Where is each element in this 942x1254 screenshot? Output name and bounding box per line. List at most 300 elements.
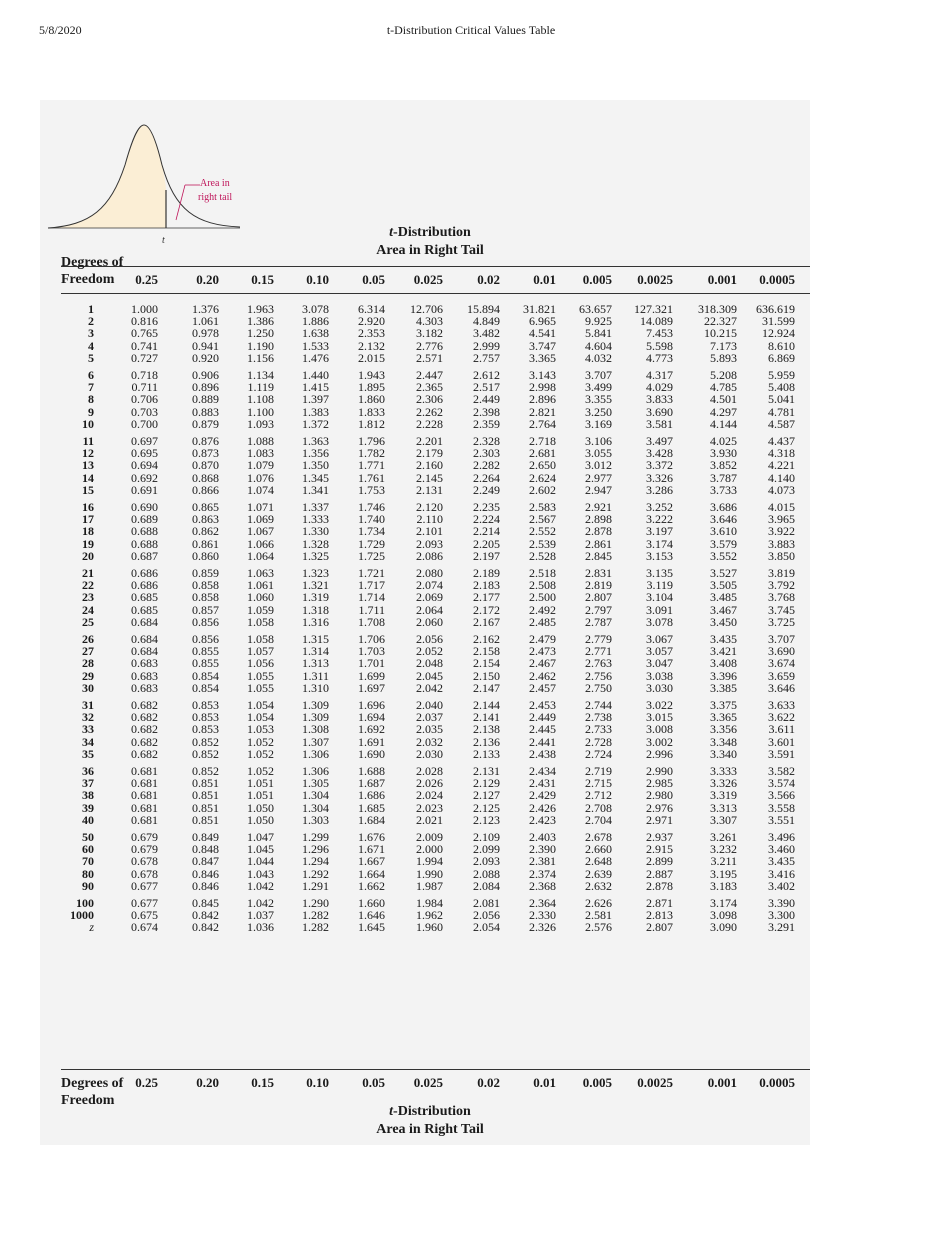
value-cell: 3.566 bbox=[768, 788, 795, 803]
value-cell: 1.292 bbox=[302, 866, 329, 881]
value-cell: 2.177 bbox=[473, 590, 500, 605]
value-cell: 0.852 bbox=[192, 734, 219, 749]
value-cell: 2.101 bbox=[416, 524, 443, 539]
value-cell: 2.787 bbox=[585, 614, 612, 629]
value-cell: 1.796 bbox=[358, 434, 385, 448]
value-cell: 2.303 bbox=[473, 446, 500, 461]
value-cell: 0.718 bbox=[131, 368, 158, 382]
value-cell: 3.485 bbox=[710, 590, 737, 605]
value-cell: 0.682 bbox=[131, 710, 158, 725]
value-cell: 1.341 bbox=[302, 482, 329, 497]
value-cell: 1.667 bbox=[358, 854, 385, 869]
value-cell: 1.323 bbox=[302, 566, 329, 580]
value-cell: 0.687 bbox=[131, 548, 158, 563]
value-cell: 2.081 bbox=[473, 896, 500, 910]
value-cell: 1.052 bbox=[247, 734, 274, 749]
value-cell: 1.984 bbox=[416, 896, 443, 910]
value-cell: 2.719 bbox=[585, 764, 612, 778]
value-cell: 0.851 bbox=[192, 800, 219, 815]
value-cell: 0.679 bbox=[131, 830, 158, 844]
value-cell: 0.681 bbox=[131, 812, 158, 827]
value-cell: 3.686 bbox=[710, 500, 737, 514]
value-cell: 1.963 bbox=[247, 302, 274, 316]
table-row bbox=[0, 470, 795, 485]
value-cell: 3.232 bbox=[710, 842, 737, 857]
value-cell: 4.604 bbox=[585, 338, 612, 353]
value-cell: 2.048 bbox=[416, 656, 443, 671]
value-cell: 3.922 bbox=[768, 524, 795, 539]
value-cell: 1.684 bbox=[358, 812, 385, 827]
value-cell: 2.136 bbox=[473, 734, 500, 749]
value-cell: 1.076 bbox=[247, 470, 274, 485]
column-header-bottom: 0.10 bbox=[306, 1075, 329, 1090]
value-cell: 0.857 bbox=[192, 602, 219, 617]
value-cell: 4.025 bbox=[710, 434, 737, 448]
table-row bbox=[0, 482, 795, 497]
value-cell: 1.050 bbox=[247, 800, 274, 815]
value-cell: 4.297 bbox=[710, 404, 737, 419]
value-cell: 2.306 bbox=[416, 392, 443, 407]
value-cell: 0.677 bbox=[131, 896, 158, 910]
column-header-bottom: 0.25 bbox=[135, 1075, 158, 1090]
value-cell: 2.056 bbox=[473, 908, 500, 923]
value-cell: 0.727 bbox=[131, 350, 158, 365]
t-axis-label: t bbox=[162, 235, 165, 246]
value-cell: 1.309 bbox=[302, 698, 329, 712]
column-header-top: 0.025 bbox=[413, 272, 443, 287]
value-cell: 4.437 bbox=[768, 434, 795, 448]
dof-label-line2-bottom: Freedom bbox=[61, 1093, 115, 1108]
value-cell: 1.063 bbox=[247, 566, 274, 580]
value-cell: 0.858 bbox=[192, 578, 219, 593]
value-cell: 2.080 bbox=[416, 566, 443, 580]
header-rule-bottom bbox=[61, 293, 810, 294]
table-row bbox=[0, 854, 795, 869]
value-cell: 1.687 bbox=[358, 776, 385, 791]
table-row bbox=[0, 434, 795, 448]
value-cell: 2.042 bbox=[416, 680, 443, 695]
value-cell: 0.883 bbox=[192, 404, 219, 419]
value-cell: 1.314 bbox=[302, 644, 329, 659]
value-cell: 1.134 bbox=[247, 368, 274, 382]
value-cell: 2.819 bbox=[585, 578, 612, 593]
value-cell: 1.061 bbox=[192, 314, 219, 329]
table-row bbox=[0, 812, 795, 827]
value-cell: 0.681 bbox=[131, 764, 158, 778]
value-cell: 2.990 bbox=[646, 764, 673, 778]
value-cell: 1.330 bbox=[302, 524, 329, 539]
table-row bbox=[0, 404, 795, 419]
value-cell: 1.318 bbox=[302, 602, 329, 617]
value-cell: 0.851 bbox=[192, 776, 219, 791]
value-cell: 1.305 bbox=[302, 776, 329, 791]
value-cell: 2.813 bbox=[646, 908, 673, 923]
value-cell: 0.691 bbox=[131, 482, 158, 497]
value-cell: 3.153 bbox=[646, 548, 673, 563]
value-cell: 0.889 bbox=[192, 392, 219, 407]
value-cell: 1.306 bbox=[302, 746, 329, 761]
dof-cell: 13 bbox=[82, 458, 94, 473]
value-cell: 0.684 bbox=[131, 614, 158, 629]
value-cell: 5.893 bbox=[710, 350, 737, 365]
table-title-top bbox=[300, 224, 560, 260]
value-cell: 2.009 bbox=[416, 830, 443, 844]
value-cell: 3.792 bbox=[768, 578, 795, 593]
value-cell: 1.701 bbox=[358, 656, 385, 671]
value-cell: 2.056 bbox=[416, 632, 443, 646]
value-cell: 2.150 bbox=[473, 668, 500, 683]
value-cell: 12.924 bbox=[762, 326, 795, 341]
value-cell: 3.091 bbox=[646, 602, 673, 617]
table-row bbox=[0, 578, 795, 593]
value-cell: 3.222 bbox=[646, 512, 673, 527]
value-cell: 3.690 bbox=[768, 644, 795, 659]
value-cell: 3.402 bbox=[768, 878, 795, 893]
value-cell: 2.249 bbox=[473, 482, 500, 497]
value-cell: 0.692 bbox=[131, 470, 158, 485]
dof-cell: 37 bbox=[82, 776, 94, 791]
value-cell: 3.319 bbox=[710, 788, 737, 803]
value-cell: 1.100 bbox=[247, 404, 274, 419]
value-cell: 1.058 bbox=[247, 614, 274, 629]
value-cell: 2.403 bbox=[529, 830, 556, 844]
value-cell: 1.083 bbox=[247, 446, 274, 461]
value-cell: 2.214 bbox=[473, 524, 500, 539]
value-cell: 1.069 bbox=[247, 512, 274, 527]
value-cell: 0.685 bbox=[131, 602, 158, 617]
value-cell: 1.294 bbox=[302, 854, 329, 869]
value-cell: 0.816 bbox=[131, 314, 158, 329]
value-cell: 3.174 bbox=[646, 536, 673, 551]
column-header-bottom: 0.025 bbox=[413, 1075, 443, 1090]
value-cell: 3.819 bbox=[768, 566, 795, 580]
table-row bbox=[0, 590, 795, 605]
value-cell: 636.619 bbox=[756, 302, 795, 316]
table-row bbox=[0, 314, 795, 329]
value-cell: 1.699 bbox=[358, 668, 385, 683]
value-cell: 3.428 bbox=[646, 446, 673, 461]
value-cell: 2.453 bbox=[529, 698, 556, 712]
value-cell: 1.309 bbox=[302, 710, 329, 725]
value-cell: 3.356 bbox=[710, 722, 737, 737]
value-cell: 3.850 bbox=[768, 548, 795, 563]
value-cell: 2.434 bbox=[529, 764, 556, 778]
value-cell: 2.109 bbox=[473, 830, 500, 844]
value-cell: 2.871 bbox=[646, 896, 673, 910]
value-cell: 2.807 bbox=[585, 590, 612, 605]
value-cell: 0.854 bbox=[192, 668, 219, 683]
value-cell: 3.355 bbox=[585, 392, 612, 407]
value-cell: 2.878 bbox=[585, 524, 612, 539]
value-cell: 2.738 bbox=[585, 710, 612, 725]
value-cell: 2.120 bbox=[416, 500, 443, 514]
value-cell: 3.098 bbox=[710, 908, 737, 923]
value-cell: 1.328 bbox=[302, 536, 329, 551]
value-cell: 2.162 bbox=[473, 632, 500, 646]
value-cell: 2.023 bbox=[416, 800, 443, 815]
dof-cell: 90 bbox=[82, 878, 94, 893]
value-cell: 1.812 bbox=[358, 416, 385, 431]
dof-cell: 35 bbox=[82, 746, 94, 761]
value-cell: 1.397 bbox=[302, 392, 329, 407]
value-cell: 2.381 bbox=[529, 854, 556, 869]
value-cell: 31.821 bbox=[523, 302, 556, 316]
value-cell: 2.084 bbox=[473, 878, 500, 893]
table-row bbox=[0, 614, 795, 629]
value-cell: 2.131 bbox=[416, 482, 443, 497]
value-cell: 1.055 bbox=[247, 668, 274, 683]
dof-cell: 12 bbox=[82, 446, 94, 461]
value-cell: 2.947 bbox=[585, 482, 612, 497]
value-cell: 2.624 bbox=[529, 470, 556, 485]
value-cell: 2.093 bbox=[416, 536, 443, 551]
value-cell: 3.326 bbox=[710, 776, 737, 791]
value-cell: 1.782 bbox=[358, 446, 385, 461]
value-cell: 3.197 bbox=[646, 524, 673, 539]
value-cell: 6.314 bbox=[358, 302, 385, 316]
value-cell: 2.201 bbox=[416, 434, 443, 448]
value-cell: 2.457 bbox=[529, 680, 556, 695]
value-cell: 2.154 bbox=[473, 656, 500, 671]
value-cell: 3.690 bbox=[646, 404, 673, 419]
value-cell: 7.173 bbox=[710, 338, 737, 353]
value-cell: 1.694 bbox=[358, 710, 385, 725]
value-cell: 2.262 bbox=[416, 404, 443, 419]
column-header-top: 0.10 bbox=[306, 272, 329, 287]
value-cell: 2.479 bbox=[529, 632, 556, 646]
table-row bbox=[0, 512, 795, 527]
value-cell: 2.571 bbox=[416, 350, 443, 365]
dof-cell: 10 bbox=[82, 416, 94, 431]
value-cell: 4.849 bbox=[473, 314, 500, 329]
dof-label-line1-bottom: Degrees of bbox=[61, 1076, 124, 1091]
value-cell: 3.015 bbox=[646, 710, 673, 725]
value-cell: 1.036 bbox=[247, 920, 274, 935]
value-cell: 3.591 bbox=[768, 746, 795, 761]
value-cell: 3.582 bbox=[768, 764, 795, 778]
value-cell: 3.497 bbox=[646, 434, 673, 448]
value-cell: 4.317 bbox=[646, 368, 673, 382]
value-cell: 0.675 bbox=[131, 908, 158, 923]
value-cell: 0.853 bbox=[192, 722, 219, 737]
value-cell: 14.089 bbox=[640, 314, 673, 329]
value-cell: 2.160 bbox=[416, 458, 443, 473]
value-cell: 3.581 bbox=[646, 416, 673, 431]
value-cell: 2.971 bbox=[646, 812, 673, 827]
value-cell: 4.221 bbox=[768, 458, 795, 473]
value-cell: 0.688 bbox=[131, 524, 158, 539]
value-cell: 1.304 bbox=[302, 788, 329, 803]
value-cell: 1.960 bbox=[416, 920, 443, 935]
table-row bbox=[0, 866, 795, 881]
dof-cell: 9 bbox=[88, 404, 94, 419]
value-cell: 2.708 bbox=[585, 800, 612, 815]
value-cell: 2.205 bbox=[473, 536, 500, 551]
value-cell: 2.093 bbox=[473, 854, 500, 869]
value-cell: 1.685 bbox=[358, 800, 385, 815]
value-cell: 2.650 bbox=[529, 458, 556, 473]
value-cell: 0.679 bbox=[131, 842, 158, 857]
value-cell: 1.721 bbox=[358, 566, 385, 580]
value-cell: 3.385 bbox=[710, 680, 737, 695]
value-cell: 1.042 bbox=[247, 878, 274, 893]
value-cell: 2.390 bbox=[529, 842, 556, 857]
table-row bbox=[0, 722, 795, 737]
value-cell: 2.145 bbox=[416, 470, 443, 485]
value-cell: 1.290 bbox=[302, 896, 329, 910]
value-cell: 3.725 bbox=[768, 614, 795, 629]
value-cell: 0.686 bbox=[131, 566, 158, 580]
dof-cell: 6 bbox=[88, 368, 94, 382]
value-cell: 2.999 bbox=[473, 338, 500, 353]
value-cell: 1.058 bbox=[247, 632, 274, 646]
dof-cell: 38 bbox=[82, 788, 94, 803]
value-cell: 1.051 bbox=[247, 788, 274, 803]
value-cell: 3.195 bbox=[710, 866, 737, 881]
value-cell: 3.659 bbox=[768, 668, 795, 683]
value-cell: 2.158 bbox=[473, 644, 500, 659]
dof-label-line2: Freedom bbox=[61, 272, 115, 287]
value-cell: 3.002 bbox=[646, 734, 673, 749]
dof-cell: 33 bbox=[82, 722, 94, 737]
value-cell: 3.435 bbox=[710, 632, 737, 646]
value-cell: 2.492 bbox=[529, 602, 556, 617]
value-cell: 1.042 bbox=[247, 896, 274, 910]
value-cell: 1.045 bbox=[247, 842, 274, 857]
value-cell: 2.528 bbox=[529, 548, 556, 563]
value-cell: 2.576 bbox=[585, 920, 612, 935]
value-cell: 1.337 bbox=[302, 500, 329, 514]
value-cell: 0.683 bbox=[131, 680, 158, 695]
value-cell: 2.099 bbox=[473, 842, 500, 857]
value-cell: 0.703 bbox=[131, 404, 158, 419]
value-cell: 2.353 bbox=[358, 326, 385, 341]
value-cell: 1.711 bbox=[358, 602, 385, 617]
column-header-top: 0.0005 bbox=[759, 272, 795, 287]
value-cell: 1.638 bbox=[302, 326, 329, 341]
value-cell: 1.725 bbox=[358, 548, 385, 563]
value-cell: 3.174 bbox=[710, 896, 737, 910]
value-cell: 2.724 bbox=[585, 746, 612, 761]
value-cell: 3.067 bbox=[646, 632, 673, 646]
value-cell: 2.750 bbox=[585, 680, 612, 695]
value-cell: 3.106 bbox=[585, 434, 612, 448]
value-cell: 1.064 bbox=[247, 548, 274, 563]
value-cell: 2.326 bbox=[529, 920, 556, 935]
value-cell: 3.375 bbox=[710, 698, 737, 712]
value-cell: 3.574 bbox=[768, 776, 795, 791]
value-cell: 0.847 bbox=[192, 854, 219, 869]
value-cell: 3.286 bbox=[646, 482, 673, 497]
value-cell: 1.108 bbox=[247, 392, 274, 407]
value-cell: 2.712 bbox=[585, 788, 612, 803]
value-cell: 1.156 bbox=[247, 350, 274, 365]
value-cell: 2.064 bbox=[416, 602, 443, 617]
table-row bbox=[0, 338, 795, 353]
table-row bbox=[0, 602, 795, 617]
value-cell: 2.878 bbox=[646, 878, 673, 893]
value-cell: 0.879 bbox=[192, 416, 219, 431]
value-cell: 2.977 bbox=[585, 470, 612, 485]
value-cell: 0.677 bbox=[131, 878, 158, 893]
table-row bbox=[0, 524, 795, 539]
value-cell: 2.915 bbox=[646, 842, 673, 857]
value-cell: 2.074 bbox=[416, 578, 443, 593]
column-header-top: 0.005 bbox=[582, 272, 612, 287]
dof-cell: 2 bbox=[88, 314, 94, 329]
dof-cell: 40 bbox=[82, 812, 94, 827]
value-cell: 1.691 bbox=[358, 734, 385, 749]
value-cell: 1.044 bbox=[247, 854, 274, 869]
value-cell: 1.415 bbox=[302, 380, 329, 395]
value-cell: 1.043 bbox=[247, 866, 274, 881]
value-cell: 1.533 bbox=[302, 338, 329, 353]
value-cell: 3.482 bbox=[473, 326, 500, 341]
value-cell: 5.959 bbox=[768, 368, 795, 382]
value-cell: 0.896 bbox=[192, 380, 219, 395]
value-cell: 3.408 bbox=[710, 656, 737, 671]
value-cell: 3.047 bbox=[646, 656, 673, 671]
value-cell: 0.846 bbox=[192, 866, 219, 881]
value-cell: 1.250 bbox=[247, 326, 274, 341]
value-cell: 0.688 bbox=[131, 536, 158, 551]
value-cell: 0.741 bbox=[131, 338, 158, 353]
value-cell: 1.313 bbox=[302, 656, 329, 671]
header-rule-top bbox=[61, 266, 810, 267]
value-cell: 1.987 bbox=[416, 878, 443, 893]
value-cell: 2.552 bbox=[529, 524, 556, 539]
column-header-bottom: 0.05 bbox=[362, 1075, 385, 1090]
value-cell: 2.648 bbox=[585, 854, 612, 869]
value-cell: 1.714 bbox=[358, 590, 385, 605]
value-cell: 0.870 bbox=[192, 458, 219, 473]
column-header-top: 0.05 bbox=[362, 272, 385, 287]
table-row bbox=[0, 380, 795, 395]
column-header-bottom: 0.20 bbox=[196, 1075, 219, 1090]
value-cell: 1.306 bbox=[302, 764, 329, 778]
dof-cell: 1 bbox=[88, 302, 94, 316]
value-cell: 2.704 bbox=[585, 812, 612, 827]
value-cell: 0.684 bbox=[131, 632, 158, 646]
value-cell: 5.208 bbox=[710, 368, 737, 382]
value-cell: 1.333 bbox=[302, 512, 329, 527]
value-cell: 3.707 bbox=[585, 368, 612, 382]
value-cell: 3.340 bbox=[710, 746, 737, 761]
value-cell: 6.965 bbox=[529, 314, 556, 329]
value-cell: 2.581 bbox=[585, 908, 612, 923]
value-cell: 3.307 bbox=[710, 812, 737, 827]
value-cell: 0.695 bbox=[131, 446, 158, 461]
value-cell: 3.252 bbox=[646, 500, 673, 514]
value-cell: 1.093 bbox=[247, 416, 274, 431]
dof-cell: 8 bbox=[88, 392, 94, 407]
column-header-top: 0.15 bbox=[251, 272, 274, 287]
dof-cell: 26 bbox=[82, 632, 94, 646]
value-cell: 1.886 bbox=[302, 314, 329, 329]
table-row bbox=[0, 446, 795, 461]
dof-cell: 80 bbox=[82, 866, 94, 881]
value-cell: 2.602 bbox=[529, 482, 556, 497]
value-cell: 1.304 bbox=[302, 800, 329, 815]
value-cell: 1.660 bbox=[358, 896, 385, 910]
value-cell: 2.485 bbox=[529, 614, 556, 629]
value-cell: 3.313 bbox=[710, 800, 737, 815]
value-cell: 3.435 bbox=[768, 854, 795, 869]
value-cell: 2.718 bbox=[529, 434, 556, 448]
value-cell: 2.980 bbox=[646, 788, 673, 803]
value-cell: 3.182 bbox=[416, 326, 443, 341]
value-cell: 2.040 bbox=[416, 698, 443, 712]
